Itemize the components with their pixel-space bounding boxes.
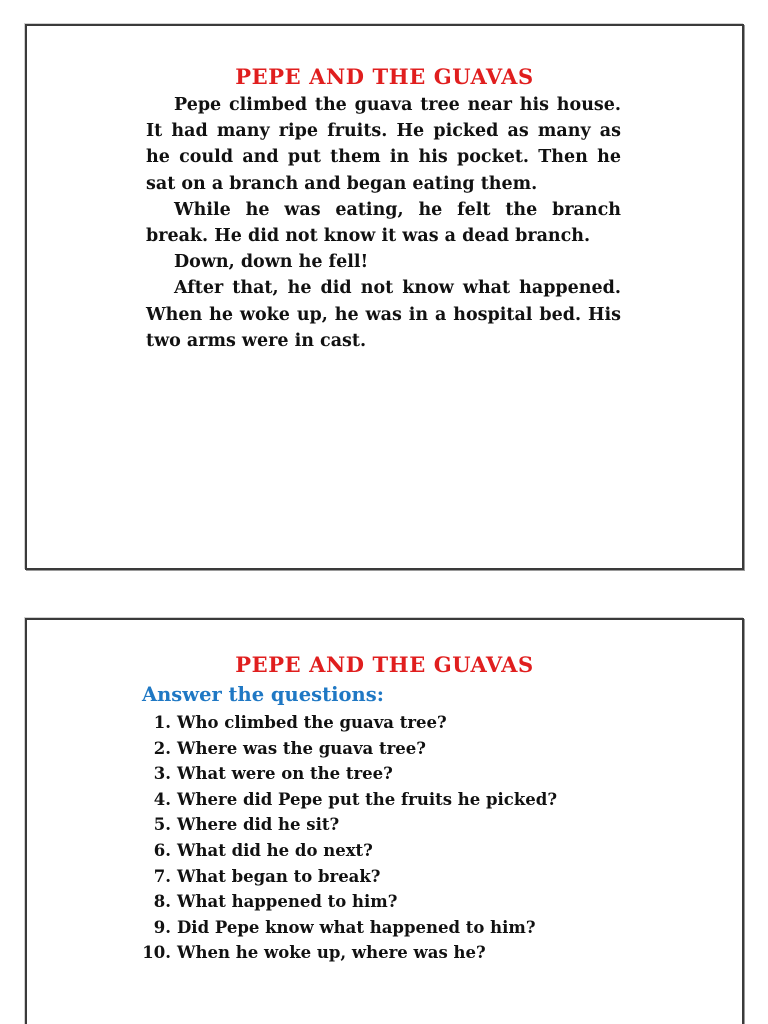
question-text: What began to break?: [177, 866, 381, 886]
question-number: 7.: [153, 866, 171, 886]
question-text: Where did Pepe put the fruits he picked?: [177, 789, 557, 809]
questions-title: PEPE AND THE GUAVAS: [235, 652, 534, 677]
questions-instruction: Answer the questions:: [142, 683, 384, 706]
question-item: [137, 736, 657, 762]
question-list: [137, 710, 657, 966]
story-paragraph-2: While he was eating, he felt the branch break. He did not know it was a dead branch.: [146, 199, 621, 247]
story-text: [146, 92, 621, 354]
question-item: [137, 761, 657, 787]
story-paragraph-4: After that, he did not know what happened. When he woke up, he was in a hospital bed. His two arms were in cast.: [146, 278, 621, 351]
question-number: 8.: [153, 892, 171, 912]
questions-card: [25, 618, 744, 1024]
question-item: [137, 838, 657, 864]
question-number: 4.: [153, 789, 171, 809]
story-paragraph-3: Down, down he fell!: [174, 252, 369, 273]
story-card: [25, 24, 744, 570]
question-item: [137, 710, 657, 736]
question-item: [137, 787, 657, 813]
question-item: [137, 915, 657, 941]
question-item: [137, 812, 657, 838]
question-item: [137, 889, 657, 915]
story-paragraph-1: Pepe climbed the guava tree near his house. It had many ripe fruits. He picked as many as he could and put them in his pocket. Then he sat on a branch and began eating them.: [146, 95, 621, 194]
question-item: [137, 864, 657, 890]
question-number: 2.: [153, 738, 171, 758]
question-text: Did Pepe know what happened to him?: [177, 917, 536, 937]
question-text: Where was the guava tree?: [177, 738, 426, 758]
question-number: 3.: [153, 764, 171, 784]
question-text: When he woke up, where was he?: [177, 943, 486, 963]
question-text: What did he do next?: [177, 840, 373, 860]
question-text: What happened to him?: [177, 892, 398, 912]
question-number: 5.: [153, 815, 171, 835]
question-text: Where did he sit?: [177, 815, 340, 835]
question-number: 10.: [142, 943, 171, 963]
question-text: What were on the tree?: [177, 764, 393, 784]
story-title: PEPE AND THE GUAVAS: [235, 64, 534, 89]
question-item: [137, 940, 657, 966]
question-text: Who climbed the guava tree?: [177, 713, 447, 732]
question-number: 9.: [153, 917, 171, 937]
question-number: 1.: [153, 713, 171, 732]
question-number: 6.: [153, 840, 171, 860]
